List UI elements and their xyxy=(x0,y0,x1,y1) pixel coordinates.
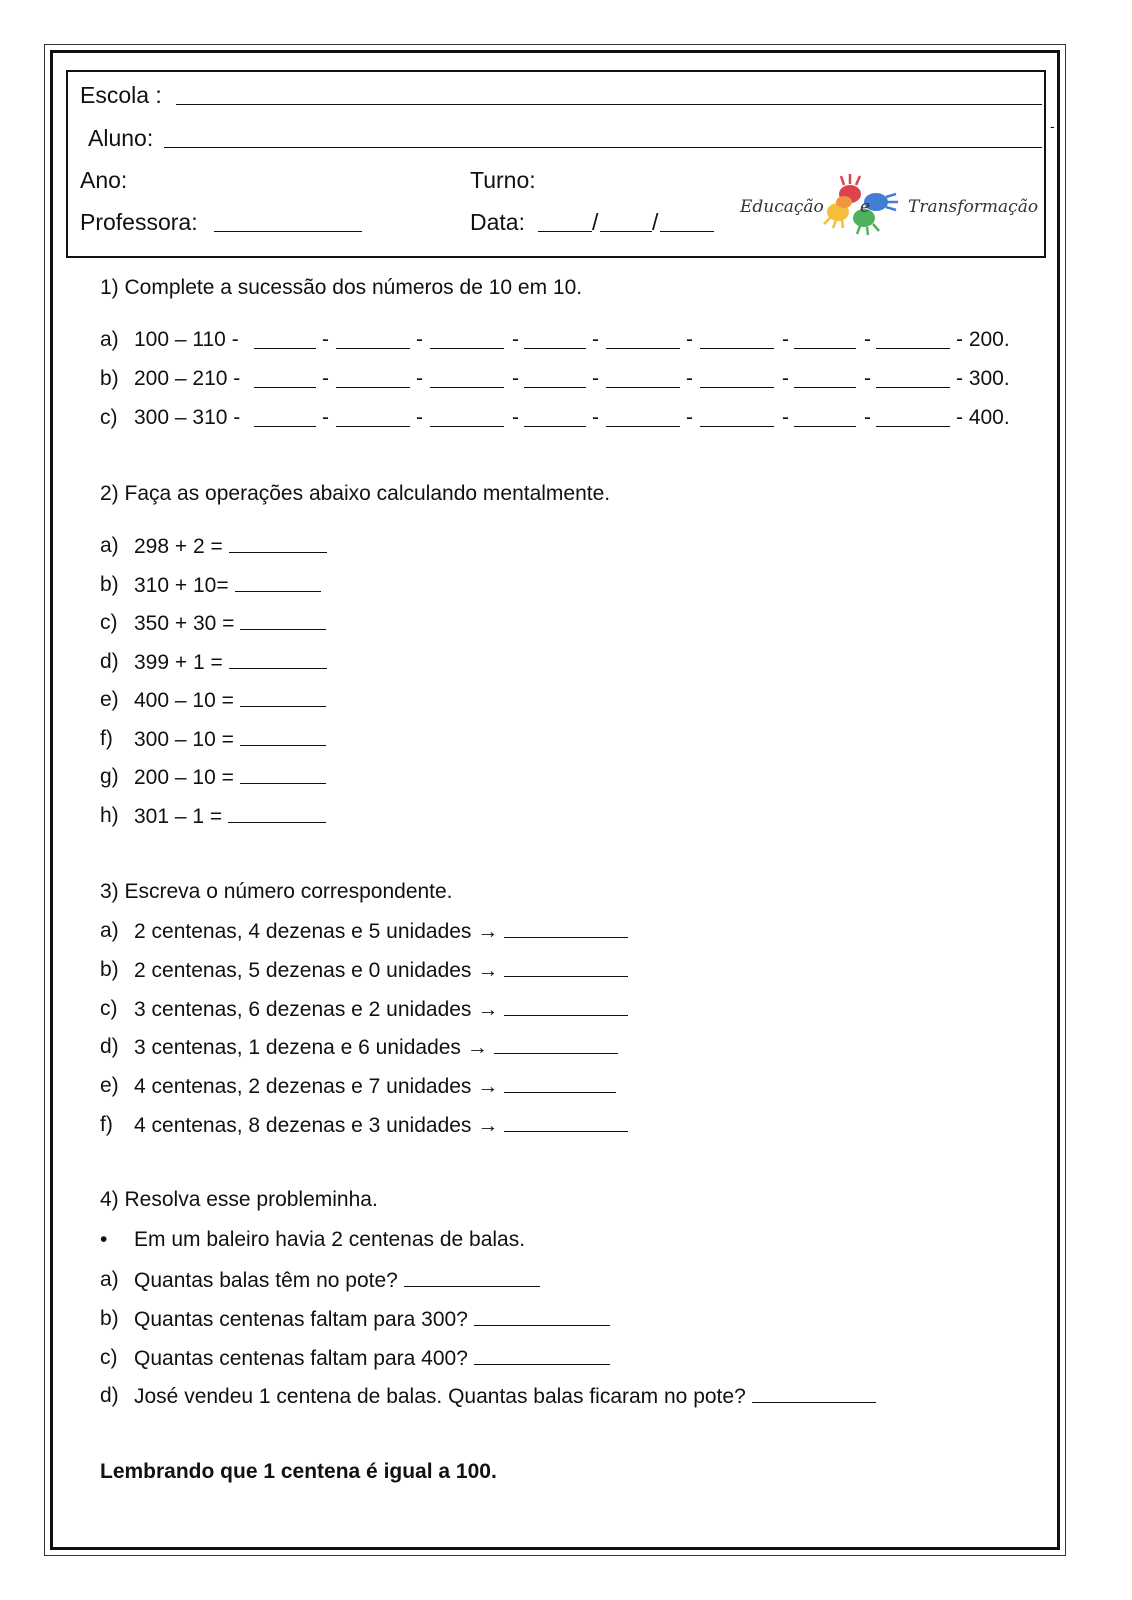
q1-dash: - xyxy=(512,367,519,390)
q1-row-end: - 300. xyxy=(956,367,1010,390)
q2-answer-blank[interactable] xyxy=(228,804,326,823)
q3-row-label: 3 centenas, 1 dezena e 6 unidades → xyxy=(134,1036,488,1060)
q2-answer-blank[interactable] xyxy=(240,688,326,707)
bullet-icon: • xyxy=(100,1228,108,1251)
q1-answer-blank[interactable] xyxy=(430,426,504,427)
q1-row xyxy=(100,406,1030,434)
q1-dash: - xyxy=(782,406,789,429)
escola-label: Escola : xyxy=(80,82,162,108)
q3-row-label: 2 centenas, 5 dezenas e 0 unidades → xyxy=(134,958,499,982)
q4-row-letter: b) xyxy=(100,1306,119,1330)
turno-label: Turno: xyxy=(470,167,536,193)
q1-answer-blank[interactable] xyxy=(794,348,856,349)
q2-row-letter: d) xyxy=(100,649,119,673)
data-label: Data: xyxy=(470,209,525,235)
logo-word-educacao: Educação xyxy=(740,197,824,217)
q3-row-text xyxy=(134,919,628,944)
q1-dash: - xyxy=(686,367,693,390)
q2-answer-blank[interactable] xyxy=(235,573,321,592)
q1-row xyxy=(100,367,1030,395)
data-separator-1: / xyxy=(592,209,599,235)
q2-row-text xyxy=(134,650,327,675)
professora-label: Professora: xyxy=(80,209,198,235)
q1-answer-blank[interactable] xyxy=(606,426,680,427)
q2-answer-blank[interactable] xyxy=(240,765,326,784)
escola-field[interactable] xyxy=(176,104,1042,105)
q4-row-text xyxy=(134,1268,540,1293)
q1-row xyxy=(100,328,1030,356)
q1-answer-blank[interactable] xyxy=(700,348,774,349)
q4-answer-blank[interactable] xyxy=(404,1268,540,1287)
q4-row-text xyxy=(134,1384,876,1409)
aluno-label: Aluno: xyxy=(88,125,154,151)
data-month-field[interactable] xyxy=(600,231,652,232)
q1-answer-blank[interactable] xyxy=(606,387,680,388)
q1-answer-blank[interactable] xyxy=(876,348,950,349)
q3-row-letter: d) xyxy=(100,1035,119,1059)
q1-answer-blank[interactable] xyxy=(876,426,950,427)
q1-dash: - xyxy=(416,367,423,390)
q4-answer-blank[interactable] xyxy=(752,1384,876,1403)
q4-row-label: Quantas balas têm no pote? xyxy=(134,1269,398,1292)
q1-row-end: - 200. xyxy=(956,328,1010,351)
q1-answer-blank[interactable] xyxy=(336,387,410,388)
data-year-field[interactable] xyxy=(660,231,714,232)
q1-answer-blank[interactable] xyxy=(876,387,950,388)
q1-answer-blank[interactable] xyxy=(336,426,410,427)
q3-row-text xyxy=(134,1074,616,1099)
q2-row-letter: h) xyxy=(100,803,119,827)
q3-answer-blank[interactable] xyxy=(504,958,628,977)
ano-label: Ano: xyxy=(80,167,128,193)
q4-row-label: Quantas centenas faltam para 300? xyxy=(134,1307,468,1331)
logo xyxy=(740,180,1040,240)
q1-row-letter: c) xyxy=(100,406,118,429)
q2-row-text xyxy=(134,727,326,752)
q1-dash: - xyxy=(322,328,329,351)
final-note: Lembrando que 1 centena é igual a 100. xyxy=(100,1460,497,1483)
q4-row-letter: c) xyxy=(100,1345,118,1369)
q2-row-label: 298 + 2 = xyxy=(134,535,223,558)
q1-dash: - xyxy=(686,406,693,429)
q4-answer-blank[interactable] xyxy=(474,1307,610,1326)
q2-row-letter: f) xyxy=(100,726,113,750)
q4-answer-blank[interactable] xyxy=(474,1346,610,1365)
q1-dash: - xyxy=(416,328,423,351)
q2-row-text xyxy=(134,804,326,829)
q2-answer-blank[interactable] xyxy=(229,534,327,553)
q4-row-letter: a) xyxy=(100,1268,119,1291)
q4-row-label: José vendeu 1 centena de balas. Quantas balas ficaram no pote? xyxy=(134,1385,746,1409)
q1-answer-blank[interactable] xyxy=(524,426,586,427)
q1-title: 1) Complete a sucessão dos números de 10 em 10. xyxy=(100,276,583,299)
q2-row-label: 310 + 10= xyxy=(134,573,229,597)
q3-row-label: 4 centenas, 2 dezenas e 7 unidades → xyxy=(134,1075,499,1099)
q1-answer-blank[interactable] xyxy=(336,348,410,349)
q1-answer-blank[interactable] xyxy=(700,426,774,427)
q1-dash: - xyxy=(782,328,789,351)
q4-bullet-text: Em um baleiro havia 2 centenas de balas. xyxy=(134,1228,526,1251)
q2-row-letter: b) xyxy=(100,572,119,596)
q3-row-text xyxy=(134,1035,618,1060)
q4-row-label: Quantas centenas faltam para 400? xyxy=(134,1346,468,1370)
professora-field[interactable] xyxy=(214,231,362,232)
q1-answer-blank[interactable] xyxy=(254,387,316,388)
data-day-field[interactable] xyxy=(538,231,592,232)
q1-answer-blank[interactable] xyxy=(430,387,504,388)
logo-word-transformacao: Transformação xyxy=(908,197,1039,217)
q2-row-text xyxy=(134,765,326,790)
logo-word-e: e xyxy=(860,197,871,217)
q3-row-text xyxy=(134,958,628,983)
q3-row-letter: e) xyxy=(100,1074,119,1098)
q2-row-letter: e) xyxy=(100,688,119,711)
q4-row-letter: d) xyxy=(100,1384,119,1408)
q3-row-label: 3 centenas, 6 dezenas e 2 unidades → xyxy=(134,997,499,1021)
q3-answer-blank[interactable] xyxy=(494,1035,618,1054)
q1-row-start: 100 – 110 - xyxy=(134,328,239,351)
q1-answer-blank[interactable] xyxy=(524,387,586,388)
q1-dash: - xyxy=(864,367,871,390)
q1-answer-blank[interactable] xyxy=(606,348,680,349)
q1-dash: - xyxy=(864,328,871,351)
q4-row-text xyxy=(134,1307,610,1332)
q3-row-letter: b) xyxy=(100,957,119,981)
q1-dash: - xyxy=(512,328,519,351)
q1-dash: - xyxy=(512,406,519,429)
q1-answer-blank[interactable] xyxy=(794,387,856,388)
q1-row-start: 200 – 210 - xyxy=(134,367,241,390)
q2-answer-blank[interactable] xyxy=(240,611,326,630)
q3-answer-blank[interactable] xyxy=(504,1113,628,1132)
q2-title: 2) Faça as operações abaixo calculando mentalmente. xyxy=(100,482,611,505)
aluno-field[interactable] xyxy=(164,147,1042,148)
q3-row-text xyxy=(134,1113,628,1138)
q4-row-text xyxy=(134,1346,610,1371)
q1-answer-blank[interactable] xyxy=(524,348,586,349)
q4-title: 4) Resolva esse probleminha. xyxy=(100,1188,378,1211)
q1-dash: - xyxy=(416,406,423,429)
q3-answer-blank[interactable] xyxy=(504,919,628,938)
q3-title: 3) Escreva o número correspondente. xyxy=(100,880,453,903)
q1-answer-blank[interactable] xyxy=(254,348,316,349)
q1-answer-blank[interactable] xyxy=(430,348,504,349)
q2-row-text xyxy=(134,573,321,598)
q1-row-end: - 400. xyxy=(956,406,1010,429)
q3-row-letter: c) xyxy=(100,996,118,1020)
q1-dash: - xyxy=(322,406,329,429)
q2-answer-blank[interactable] xyxy=(229,650,327,669)
q2-row-letter: c) xyxy=(100,611,118,634)
q3-answer-blank[interactable] xyxy=(504,997,628,1016)
q1-row-start: 300 – 310 - xyxy=(134,406,241,429)
q2-row-label: 399 + 1 = xyxy=(134,650,223,674)
q2-row-label: 301 – 1 = xyxy=(134,804,223,828)
q2-row-label: 400 – 10 = xyxy=(134,689,234,712)
q2-row-letter: g) xyxy=(100,765,119,788)
q2-row-text xyxy=(134,534,327,559)
q1-answer-blank[interactable] xyxy=(794,426,856,427)
q1-dash: - xyxy=(592,367,599,390)
q3-row-label: 2 centenas, 4 dezenas e 5 unidades → xyxy=(134,920,499,943)
q1-answer-blank[interactable] xyxy=(254,426,316,427)
q3-row-text xyxy=(134,997,628,1022)
q1-row-letter: b) xyxy=(100,367,119,390)
q3-answer-blank[interactable] xyxy=(504,1074,616,1093)
q2-row-label: 350 + 30 = xyxy=(134,612,235,635)
q1-answer-blank[interactable] xyxy=(700,387,774,388)
q2-answer-blank[interactable] xyxy=(240,727,326,746)
q1-dash: - xyxy=(686,328,693,351)
q1-dash: - xyxy=(782,367,789,390)
q3-row-letter: a) xyxy=(100,919,119,942)
q2-row-text xyxy=(134,688,326,713)
q1-dash: - xyxy=(592,406,599,429)
q1-dash: - xyxy=(864,406,871,429)
data-separator-2: / xyxy=(652,209,659,235)
q1-dash: - xyxy=(592,328,599,351)
q1-row-letter: a) xyxy=(100,328,119,351)
side-mark: - xyxy=(1050,118,1055,134)
q2-row-label: 200 – 10 = xyxy=(134,766,234,789)
q3-row-letter: f) xyxy=(100,1113,113,1136)
q3-row-label: 4 centenas, 8 dezenas e 3 unidades → xyxy=(134,1114,499,1137)
q2-row-letter: a) xyxy=(100,534,119,557)
q1-dash: - xyxy=(322,367,329,390)
q2-row-text xyxy=(134,611,326,636)
q2-row-label: 300 – 10 = xyxy=(134,727,234,751)
